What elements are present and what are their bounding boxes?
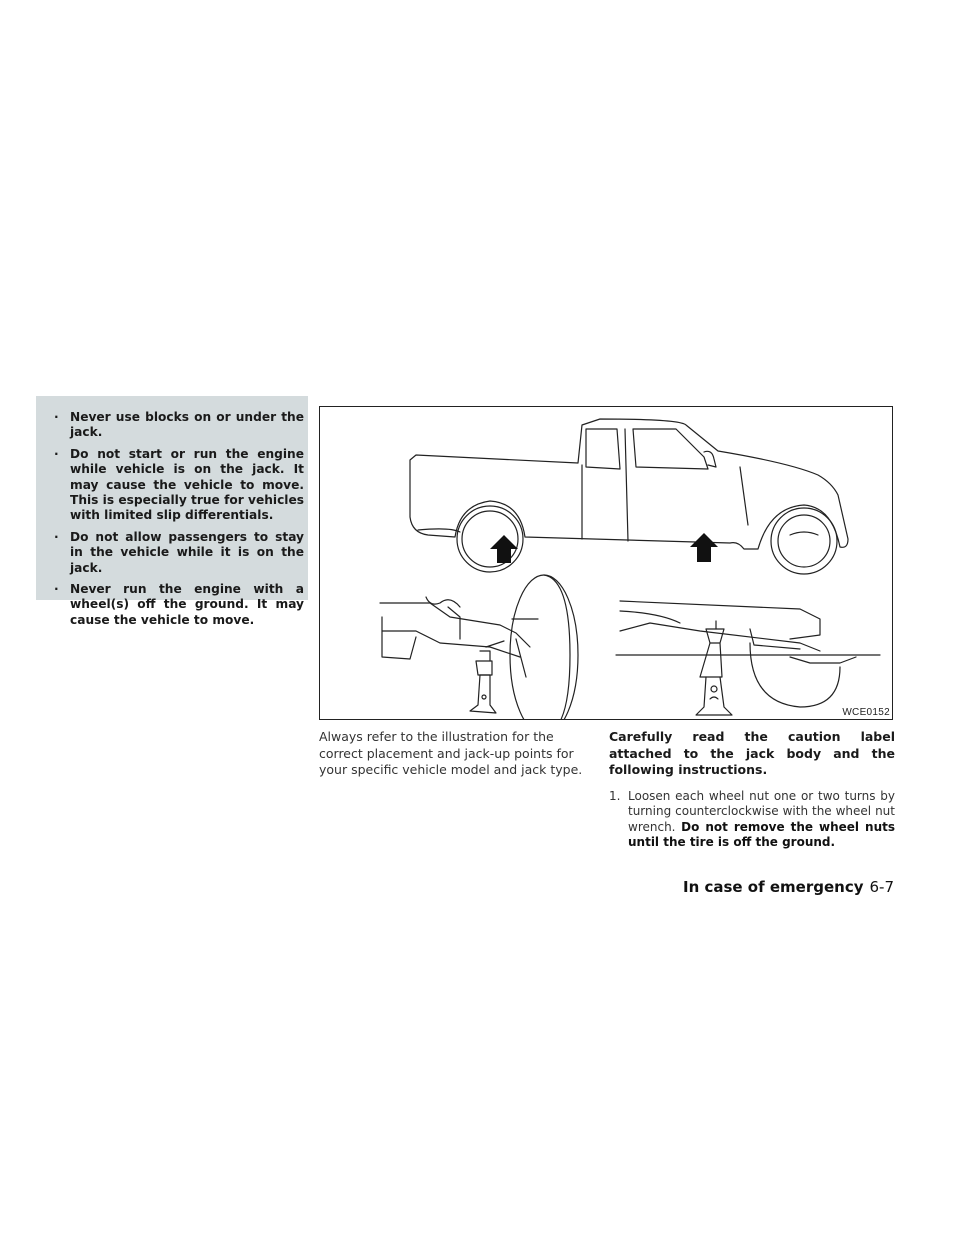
truck-outline — [410, 419, 848, 574]
jack-point-arrow-icon — [490, 533, 718, 563]
step-text: Loosen each wheel nut one or two turns by turning counterclockwise with the wheel nut wrench. — [628, 788, 895, 834]
jack-point-illustration — [319, 406, 893, 720]
jack-placement-note: Always refer to the illustration for the correct placement and jack-up points for your specific vehicle model and jack type. — [319, 729, 583, 777]
rear-axle-jack-detail — [380, 575, 578, 719]
section-title: In case of emergency — [682, 878, 864, 896]
bullet-icon: · — [54, 582, 59, 597]
figure-code: WCE0152 — [842, 707, 890, 718]
warning-item: · Never use blocks on or under the jack. — [54, 410, 304, 440]
bullet-icon: · — [54, 446, 59, 461]
bullet-icon: · — [54, 529, 59, 544]
warning-item: · Do not allow passengers to stay in the vehicle while it is on the jack. — [54, 529, 304, 575]
warning-item: · Do not start or run the engine while vehicle is on the jack. It may cause the vehicle to move. This is especially true for vehicles with limited slip differentials. — [54, 446, 304, 523]
truck-jack-diagram — [320, 407, 892, 719]
step-number: 1. — [609, 788, 621, 803]
instructions-column — [609, 729, 895, 851]
warning-list — [50, 410, 304, 628]
caution-heading: Carefully read the caution label attached to the jack body and the following instructions. — [609, 729, 895, 777]
step-1 — [609, 789, 895, 851]
frame-jack-detail — [616, 601, 880, 715]
bullet-icon: · — [54, 410, 59, 424]
page-footer — [683, 878, 894, 896]
step-emphasis: Do not remove the wheel nuts until the tire is off the ground. — [628, 819, 895, 849]
page-number: 6-7 — [869, 878, 894, 896]
warning-item: · Never run the engine with a wheel(s) off the ground. It may cause the vehicle to move. — [54, 582, 304, 627]
warning-box — [36, 396, 308, 627]
